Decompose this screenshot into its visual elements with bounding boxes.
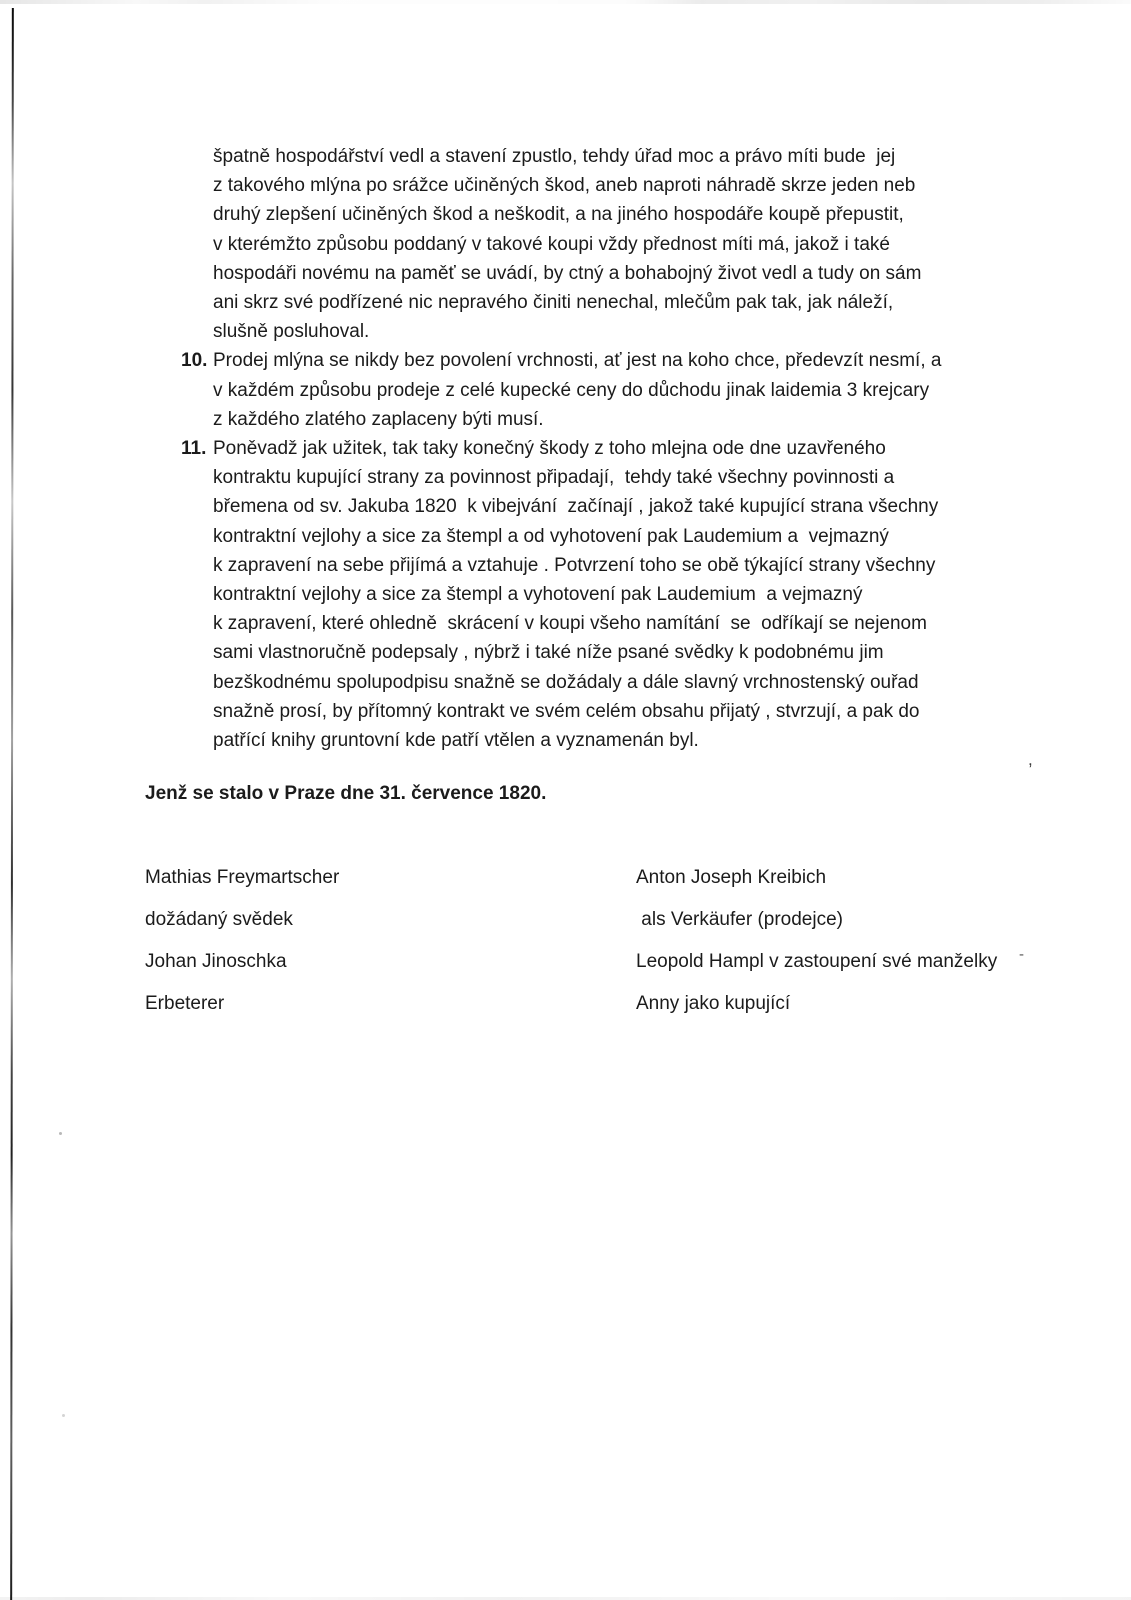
contract-body bbox=[181, 142, 1005, 755]
item-10-text: Prodej mlýna se nikdy bez povolení vrchnosti, ať jest na koho chce, předevzít nesmí, a v každém způsobu prodeje z celé kupecké ceny do důchodu jinak laidemia 3 krejcary z každého zlatého zaplaceny býti musí. bbox=[213, 350, 942, 430]
item-number-10: 10. bbox=[181, 350, 208, 372]
signatures-section bbox=[145, 863, 1005, 1018]
stray-mark-comma: , bbox=[1028, 750, 1033, 769]
scan-edge-line-artifact bbox=[10, 8, 14, 1600]
scan-top-edge-artifact bbox=[0, 0, 1131, 4]
contract-item-11 bbox=[181, 434, 1005, 755]
item-number-11: 11. bbox=[181, 438, 207, 460]
contract-text-block bbox=[145, 142, 1005, 1019]
scan-speck-dot bbox=[62, 1414, 65, 1417]
signature-witness-name: Mathias Freymartscher bbox=[145, 867, 340, 889]
scan-speck-dot bbox=[59, 1132, 62, 1135]
signature-seller-name: Anton Joseph Kreibich bbox=[636, 867, 827, 889]
signature-witness2-name: Johan Jinoschka bbox=[145, 951, 287, 973]
signature-buyer-rep-name: Leopold Hampl v zastoupení své manželky bbox=[636, 951, 998, 973]
closing-date-line: Jenž se stalo v Praze dne 31. července 1820. bbox=[145, 783, 547, 805]
signature-witness2-role: Erbeterer bbox=[145, 993, 225, 1015]
signature-witness-role: dožádaný svědek bbox=[145, 909, 293, 931]
paragraph-continuation: špatně hospodářství vedl a stavení zpustlo, tehdy úřad moc a právo míti bude jej z takového mlýna po srážce učiněných škod, aneb naproti náhradě skrze jeden neb druhý zlepšení učiněných škod a neškodit, a na jiného hospodáře koupě přepustit, v kterémžto způsobu poddaný v takové koupi vždy přednost míti má, jakož i také hospodáři novému na paměť se uvádí, by ctný a bohabojný život vedl a tudy on sám ani skrz své podřízené nic nepravého činiti nenechal, mlečům pak tak, jak náleží, slušně posluhoval. bbox=[213, 146, 922, 343]
item-11-text: Poněvadž jak užitek, tak taky konečný škody z toho mlejna ode dne uzavřeného kontraktu kupující strany za povinnost připadají, tehdy také všechny povinnosti a břemena od sv. Jakuba 1820 k vibejvání začínají , jakož také kupující strana všechny kontraktní vejlohy a sice za štempl a od vyhotovení pak Laudemium a vejmazný k zapravení na sebe přijímá a vztahuje . Potvrzení toho se obě týkající strany všechny kontraktní vejlohy a sice za štempl a vyhotovení pak Laudemium a vejmazný k zapravení, které ohledně skrácení v koupi všeho namítání se odříkají se nejenom sami vlastnoručně podepsaly , nýbrž i také níže psané svědky k podobnému jim bezškodnému spolupodpisu snažně se dožádaly a dále slavný vrchnostenský ouřad snažně prosí, by přítomný kontrakt ve svém celém obsahu přijatý , stvrzují, a pak do patřící knihy gruntovní kde patří vtělen a vyznamenán byl. bbox=[213, 438, 939, 752]
contract-item-10 bbox=[181, 346, 1005, 434]
signature-buyer-name: Anny jako kupující bbox=[636, 993, 791, 1015]
signature-seller-role: als Verkäufer (prodejce) bbox=[636, 909, 843, 931]
stray-mark-dash: - bbox=[1019, 946, 1024, 963]
